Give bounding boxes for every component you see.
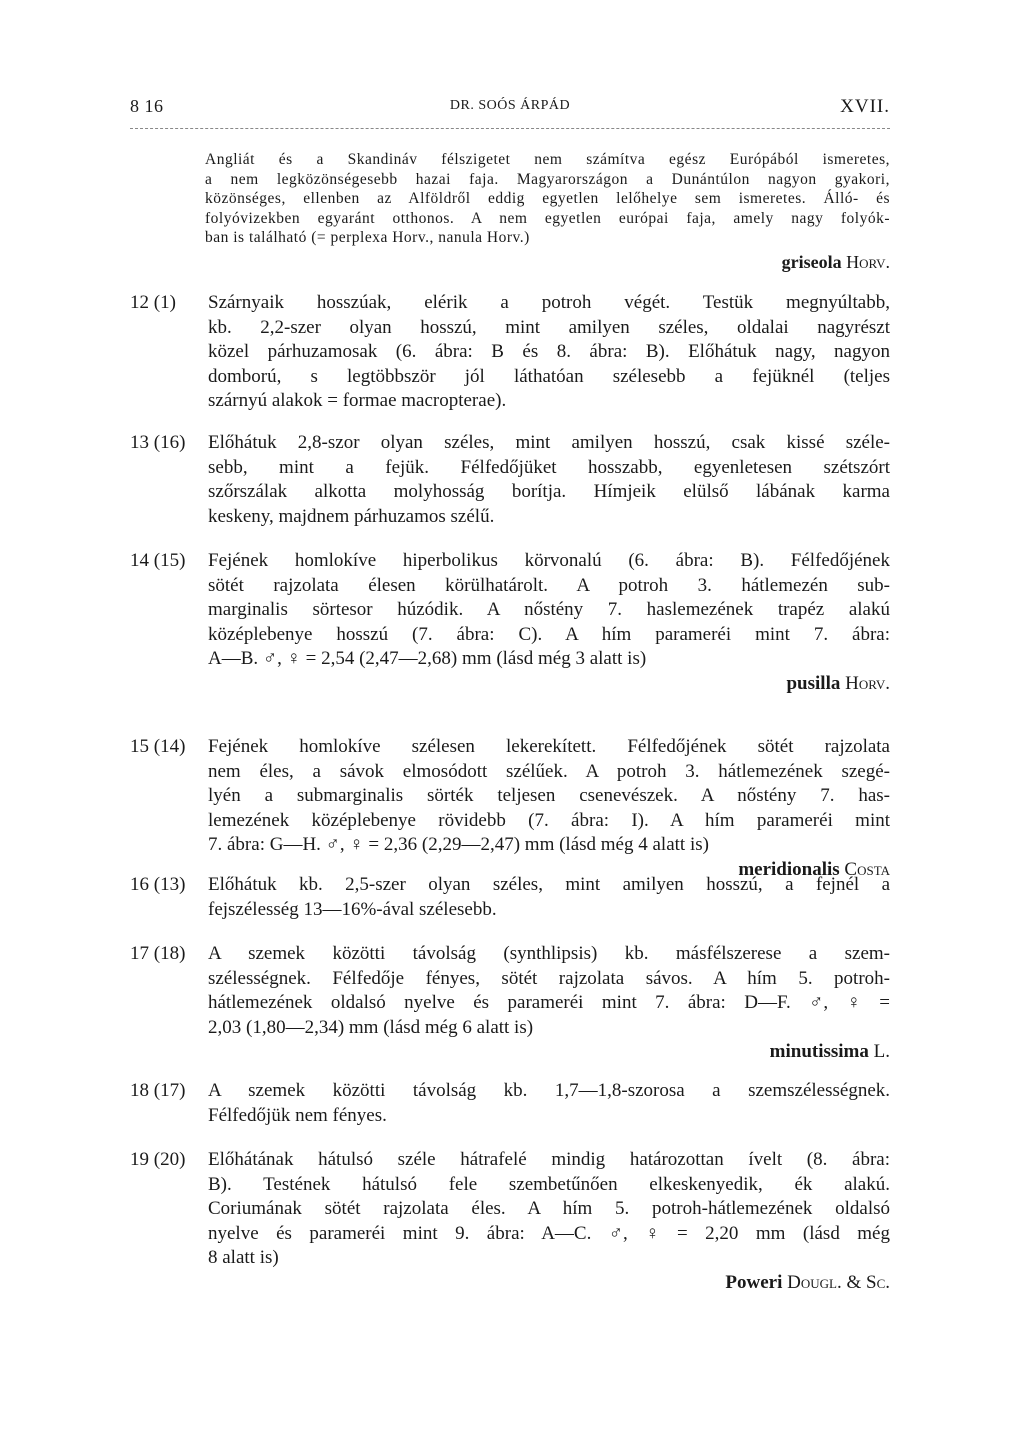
text-line: Félfedőjük nem fényes.: [208, 1104, 387, 1126]
text-line: Előhátuk kb. 2,5-szer olyan széles, mint amilyen hosszú, a fejnél a: [208, 874, 890, 895]
key-entry-number: 17 (18): [130, 943, 186, 964]
key-entry-number: 18 (17): [130, 1080, 186, 1101]
intro-line: ban is található (= perplexa Horv., nanula Horv.): [205, 229, 530, 247]
intro-line: a nem legközönségesebb hazai faja. Magyarországon a Dunántúlon nagyon gyakori,: [205, 170, 890, 188]
page-number: 8 16: [130, 96, 164, 116]
key-entry-18: [130, 1079, 890, 1128]
key-entry-text: [208, 549, 890, 672]
species-author: Horv.: [845, 672, 890, 694]
intro-line: folyóvizekben egyaránt otthonos. A nem egyetlen európai faja, amely nagy folyók-: [205, 209, 890, 227]
text-line: Coriumának sötét rajzolata éles. A hím 5. potroh-hátlemezének oldalsó: [208, 1198, 890, 1219]
text-line: lemezének középlebenye rövidebb (7. ábra: I). A hím parameréi mint: [208, 809, 890, 831]
text-line: sötét rajzolata élesen körülhatárolt. A potroh 3. hátlemezén sub-: [208, 574, 890, 596]
text-line: közel párhuzamosak (6. ábra: B és 8. ábra: B). Előhátuk nagy, nagyon: [208, 341, 890, 362]
text-line: A szemek közötti távolság (synthlipsis) kb. másfélszerese a szem-: [208, 943, 890, 964]
key-entry-text: [208, 942, 890, 1040]
species-author: L.: [873, 1041, 890, 1062]
text-line: marginalis sörtesor húzódik. A nőstény 7. haslemezének trapéz alakú: [208, 599, 890, 620]
key-entry-17: [130, 942, 890, 1065]
species-name-poweri: [130, 1271, 890, 1296]
species-name-minutissima: [130, 1040, 890, 1065]
key-entry-text: [208, 873, 890, 922]
text-line: nem éles, a sávok elmosódott szélűek. A potroh 3. hátlemezének szegé-: [208, 760, 890, 782]
part-number: XVII.: [840, 96, 890, 117]
intro-line: Angliát és a Skandináv félszigetet nem számítva egész Európából ismeretes,: [205, 151, 890, 168]
text-line: keskeny, majdnem párhuzamos szélű.: [208, 505, 495, 527]
key-entry-number: 16 (13): [130, 874, 186, 895]
text-line: B). Testének hátulsó fele szembetűnően elkeskenyedik, ék alakú.: [208, 1173, 890, 1195]
running-head: [130, 96, 890, 122]
species-epithet: pusilla: [786, 672, 841, 694]
key-entry-text: [208, 1079, 890, 1128]
species-author: Dougl. & Sc.: [787, 1271, 890, 1293]
key-entry-number: 13 (16): [130, 432, 186, 453]
intro-line: közönséges, ellenben az Alföldről eddig egyetlen lelőhelye sem ismeretes. Álló- és: [205, 190, 890, 208]
species-author: Horv.: [846, 252, 890, 272]
text-line: 8 alatt is): [208, 1247, 279, 1268]
text-line: Szárnyaik hosszúak, elérik a potroh végét. Testük megnyúltabb,: [208, 292, 890, 313]
species-name-griseola: [782, 252, 890, 273]
intro-paragraph: [205, 150, 890, 248]
text-line: Fejének homlokíve hiperbolikus körvonalú (6. ábra: B). Félfedőjének: [208, 550, 890, 571]
text-line: A—B. ♂, ♀ = 2,54 (2,47—2,68) mm (lásd még 3 alatt is): [208, 648, 647, 669]
species-epithet: minutissima: [769, 1041, 869, 1062]
text-line: 7. ábra: G—H. ♂, ♀ = 2,36 (2,29—2,47) mm (lásd még 4 alatt is): [208, 834, 709, 855]
key-entry-text: [208, 291, 890, 414]
text-line: lyén a submarginalis sörték teljesen csenevészek. A nőstény 7. has-: [208, 785, 890, 806]
key-entry-number: 12 (1): [130, 292, 176, 313]
header-rule: [130, 128, 890, 129]
species-epithet: griseola: [781, 252, 842, 272]
species-name-pusilla: [130, 672, 890, 697]
text-line: Előhátuk 2,8-szor olyan széles, mint amilyen hosszú, csak kissé széle-: [208, 432, 890, 453]
key-entry-16: [130, 873, 890, 922]
text-line: fejszélesség 13—16%-ával szélesebb.: [208, 898, 497, 920]
key-entry-14: [130, 549, 890, 696]
text-line: Fejének homlokíve szélesen lekerekített. Félfedőjének sötét rajzolata: [208, 736, 890, 757]
text-line: nyelve és parameréi mint 9. ábra: A—C. ♂, ♀ = 2,20 mm (lásd még: [208, 1222, 890, 1244]
key-entry-number: 15 (14): [130, 736, 186, 757]
key-entry-number: 14 (15): [130, 550, 186, 571]
text-line: sebb, mint a fejük. Félfedőjüket hosszabb, egyenletesen szétszórt: [208, 456, 890, 478]
species-epithet: Poweri: [725, 1271, 783, 1293]
text-line: szélességnek. Félfedője fényes, sötét rajzolata sávos. A hím 5. potroh-: [208, 967, 890, 989]
key-entry-number: 19 (20): [130, 1149, 186, 1170]
text-line: domború, s legtöbbször jól láthatóan szélesebb a fejüknél (teljes: [208, 365, 890, 387]
text-line: A szemek közötti távolság kb. 1,7—1,8-szorosa a szemszélességnek.: [208, 1080, 890, 1101]
key-entry-12: [130, 291, 890, 414]
running-head-author: DR. SOÓS ÁRPÁD: [449, 98, 571, 113]
text-line: kb. 2,2-szer olyan hosszú, mint amilyen széles, oldalai nagyrészt: [208, 316, 890, 338]
text-line: szárnyú alakok = formae macropterae).: [208, 390, 507, 411]
species-epithet: meridionalis: [738, 858, 840, 880]
text-line: középlebenye hosszú (7. ábra: C). A hím parameréi mint 7. ábra:: [208, 623, 890, 645]
key-entry-13: [130, 431, 890, 529]
key-entry-15: [130, 735, 890, 882]
key-entry-text: [208, 735, 890, 858]
species-author: Costa: [844, 858, 890, 880]
text-line: hátlemezének oldalsó nyelve és parameréi mint 7. ábra: D—F. ♂, ♀ =: [208, 992, 890, 1013]
text-line: Előhátának hátulsó széle hátrafelé mindig határozottan ívelt (8. ábra:: [208, 1149, 890, 1170]
text-line: 2,03 (1,80—2,34) mm (lásd még 6 alatt is): [208, 1016, 534, 1038]
key-entry-text: [208, 1148, 890, 1271]
text-line: szőrszálak alkotta molyhosság borítja. Hímjeik elülső lábának karma: [208, 481, 890, 502]
key-entry-text: [208, 431, 890, 529]
key-entry-19: [130, 1148, 890, 1295]
